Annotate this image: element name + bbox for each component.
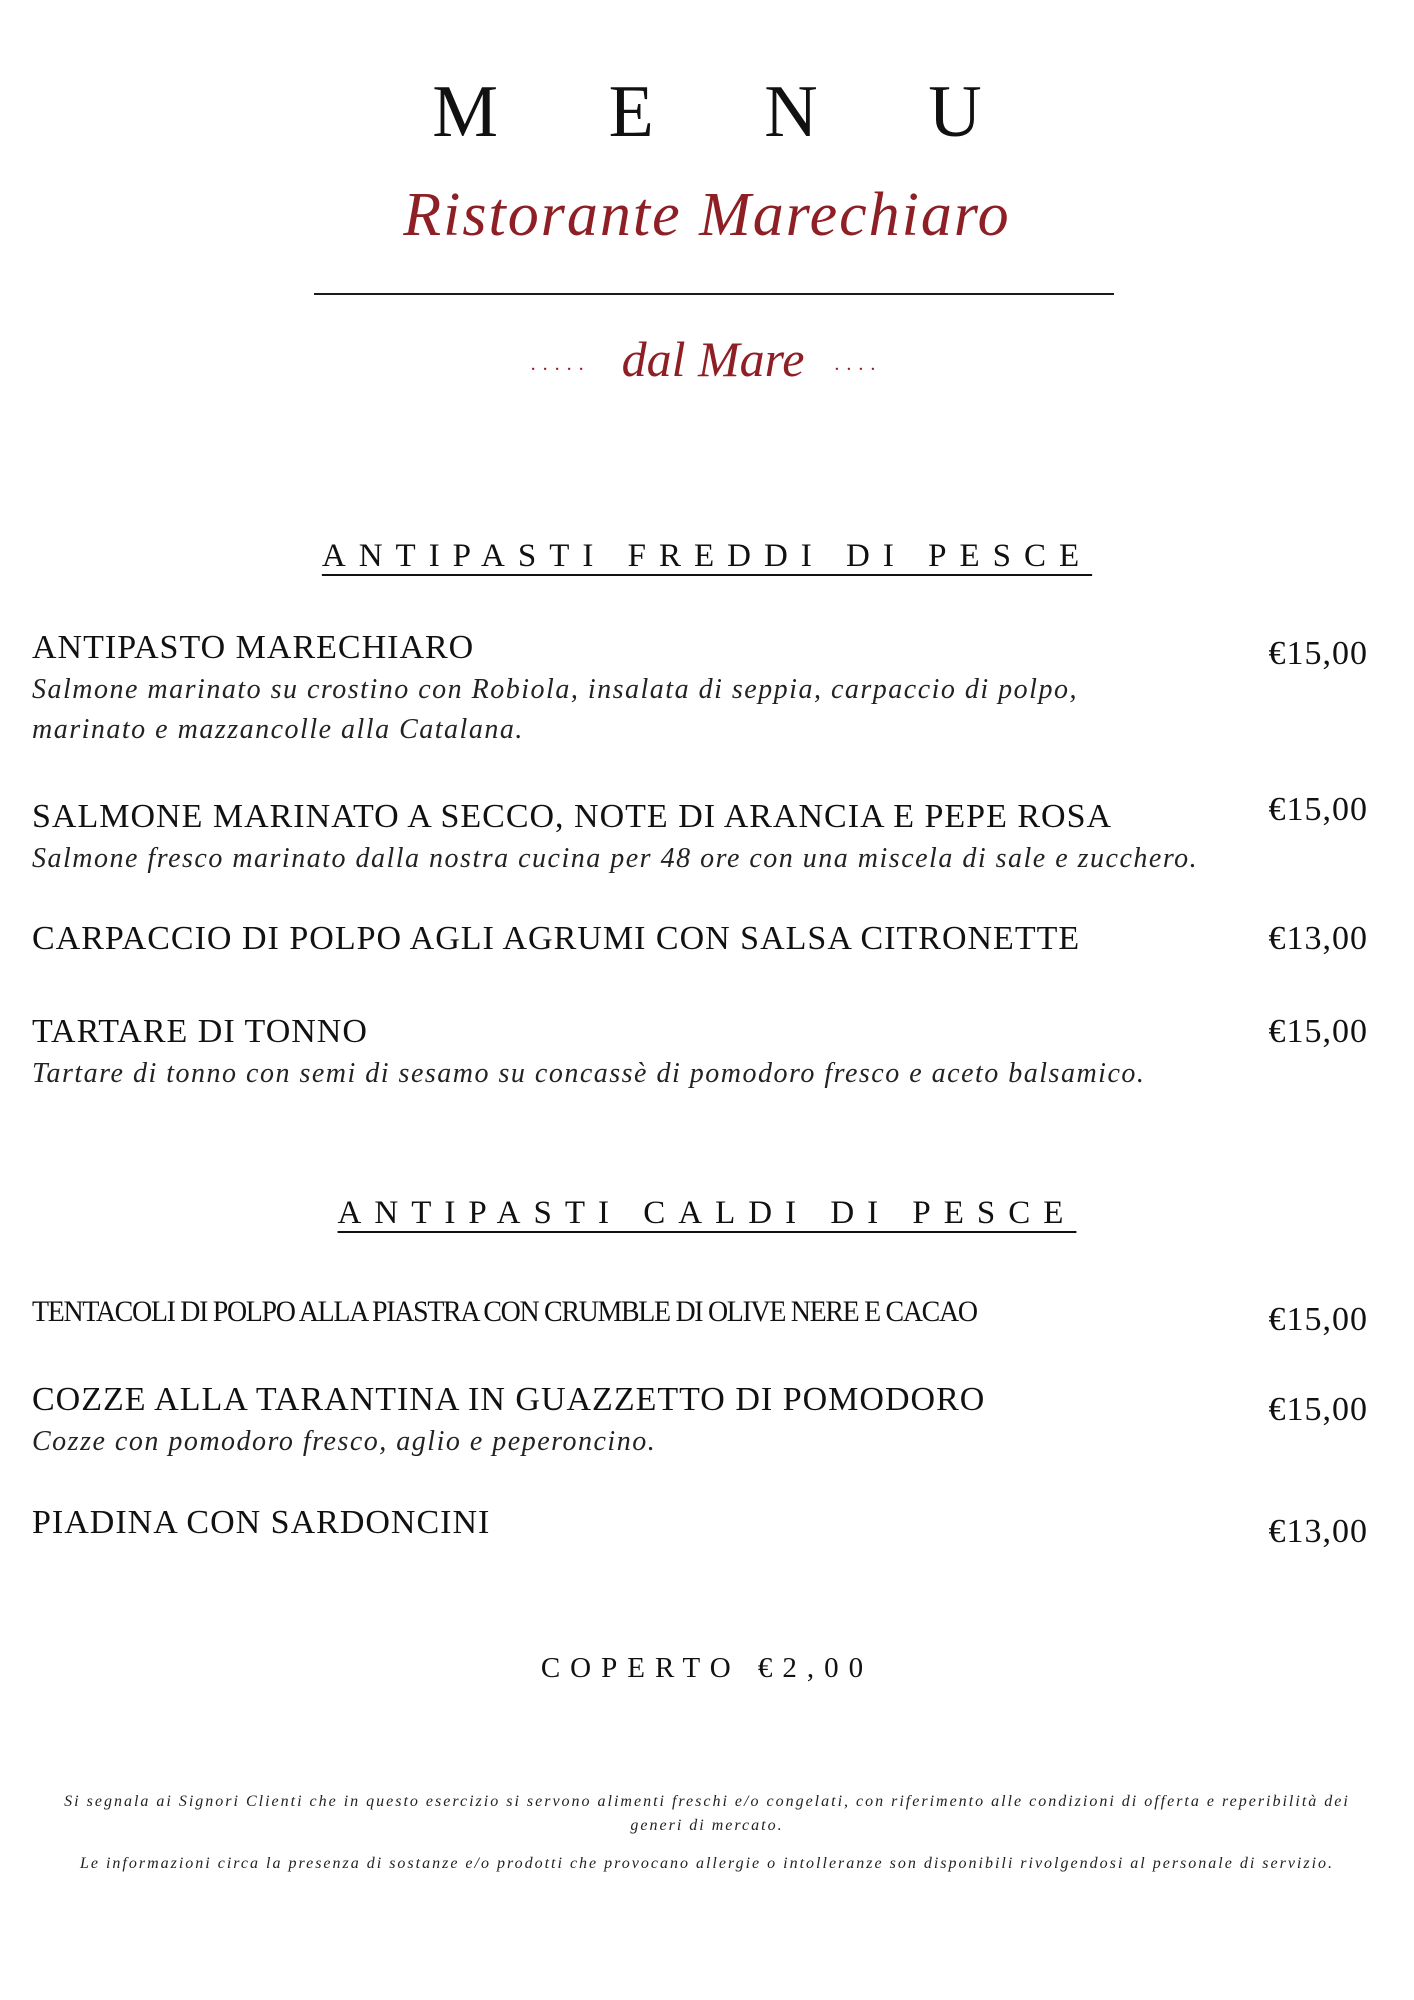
restaurant-name: Ristorante Marechiaro [403, 181, 1011, 249]
section-heading-antipasti-freddi [0, 538, 1414, 575]
menu-title: M E N U [432, 71, 1028, 153]
footer-notes [60, 1790, 1354, 1890]
item-name: PIADINA CON SARDONCINI [32, 1504, 491, 1541]
item-description: Salmone marinato su crostino con Robiola, insalata di seppia, carpaccio di polpo, marinato e mazzancolle alla Catalana. [32, 674, 1078, 745]
menu-item [32, 1012, 1382, 1094]
section-heading-text: ANTIPASTI FREDDI DI PESCE [321, 538, 1093, 574]
item-name: TENTACOLI DI POLPO ALLA PIASTRA CON CRUMBLE DI OLIVE NERE E CACAO [32, 1295, 977, 1328]
title-divider [314, 293, 1114, 295]
item-description: Cozze con pomodoro fresco, aglio e peperoncino. [32, 1426, 657, 1457]
subtitle-text: dal Mare [621, 331, 805, 387]
item-price: €15,00 [1268, 791, 1368, 828]
item-name: COZZE ALLA TARANTINA IN GUAZZETTO DI POMODORO [32, 1381, 986, 1418]
coperto-charge: COPERTO €2,00 [540, 1652, 874, 1684]
subtitle [0, 330, 1414, 388]
menu-item [32, 919, 1382, 959]
menu-item [32, 1380, 1382, 1462]
item-name: SALMONE MARINATO A SECCO, NOTE DI ARANCIA E PEPE ROSA [32, 798, 1113, 835]
item-description: Tartare di tonno con semi di sesamo su concassè di pomodoro fresco e aceto balsamico. [32, 1058, 1146, 1089]
subtitle-dots-left: ..... [531, 353, 592, 376]
menu-item [32, 628, 1382, 750]
section-heading-text: ANTIPASTI CALDI DI PESCE [337, 1195, 1077, 1231]
item-name: TARTARE DI TONNO [32, 1013, 368, 1050]
item-price: €13,00 [1268, 1513, 1368, 1550]
item-description: Salmone fresco marinato dalla nostra cucina per 48 ore con una miscela di sale e zucchero. [32, 843, 1199, 874]
item-name: CARPACCIO DI POLPO AGLI AGRUMI CON SALSA CITRONETTE [32, 920, 1081, 957]
menu-item [32, 1503, 1382, 1543]
item-price: €15,00 [1268, 635, 1368, 672]
footer-note: Le informazioni circa la presenza di sostanze e/o prodotti che provocano allergie o intolleranze son disponibili rivolgendosi al personale di servizio. [79, 1855, 1335, 1872]
item-price: €15,00 [1268, 1391, 1368, 1428]
section-heading-antipasti-caldi [0, 1195, 1414, 1232]
footer-note: Si segnala ai Signori Clienti che in questo esercizio si servono alimenti freschi e/o congelati, con riferimento alle condizioni di offerta e reperibilità dei generi di mercato. [64, 1793, 1350, 1834]
subtitle-dots-right: .... [834, 353, 883, 376]
menu-item [32, 797, 1382, 879]
item-name: ANTIPASTO MARECHIARO [32, 629, 475, 666]
item-price: €15,00 [1268, 1301, 1368, 1338]
menu-item [32, 1292, 1382, 1332]
item-price: €15,00 [1268, 1013, 1368, 1050]
item-price: €13,00 [1268, 920, 1368, 957]
